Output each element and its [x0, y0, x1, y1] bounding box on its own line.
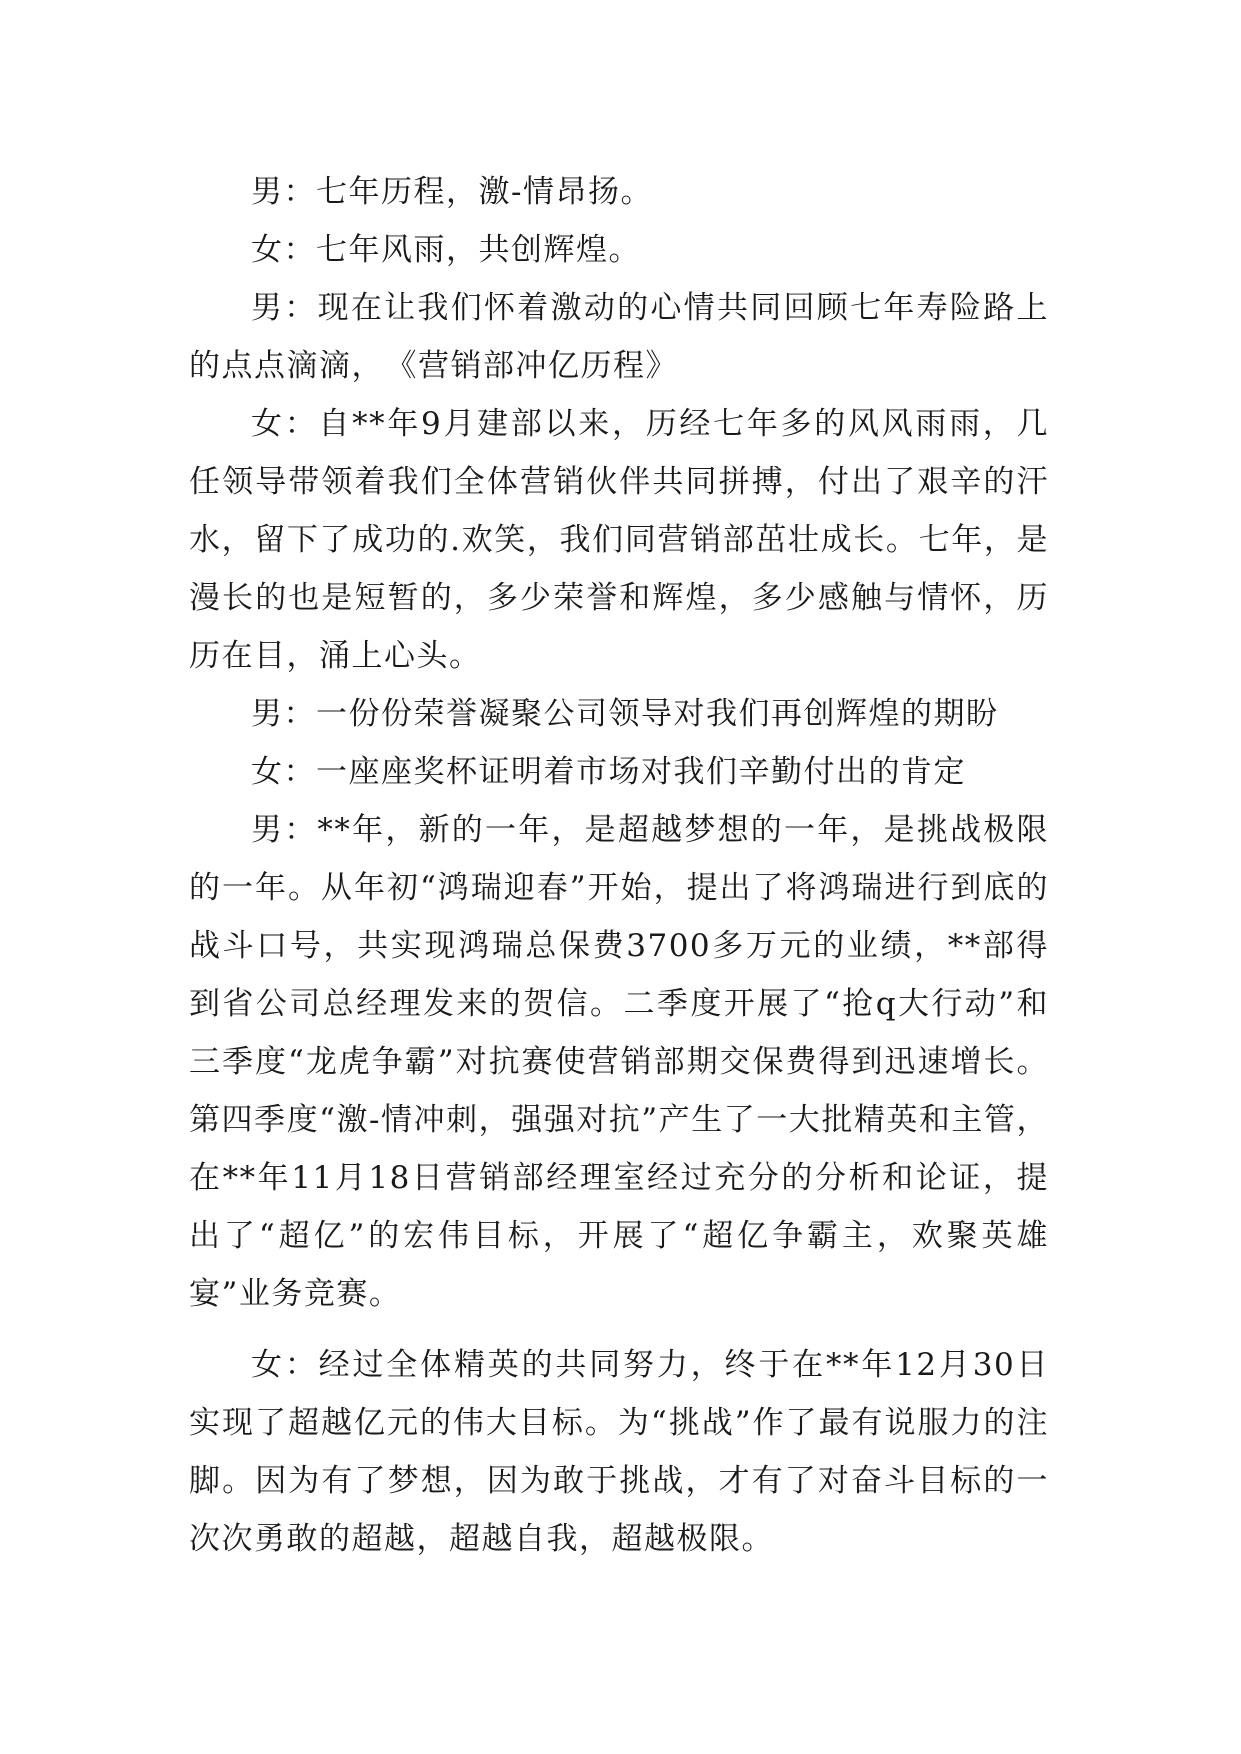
paragraph-female-1: 女：七年风雨，共创辉煌。 [251, 232, 641, 268]
paragraph-female-2: 女：自**年9月建部以来，历经七年多的风风雨雨，几任领导带领着我们全体营销伙伴共同拼搏，付出了艰辛的汗水，留下了成功的.欢笑，我们同营销部茁壮成长。七年，是漫长的也是短暂的，多少荣誉和辉煌，多少感触与情怀，历历在目，涌上心头。 [189, 406, 1049, 674]
paragraph-female-3: 女：一座座奖杯证明着市场对我们辛勤付出的肯定 [251, 754, 966, 790]
paragraph-female-4: 女：经过全体精英的共同努力，终于在**年12月30日实现了超越亿元的伟大目标。为“挑战”作了最有说服力的注脚。因为有了梦想，因为敢于挑战，才有了对奋斗目标的一次次勇敢的超越，超越自我，超越极限。 [189, 1347, 1049, 1557]
paragraph-male-2: 男：现在让我们怀着激动的心情共同回顾七年寿险路上的点点滴滴， 《营销部冲亿历程》 [189, 290, 1049, 384]
document-body [189, 163, 1049, 1568]
paragraph-male-3: 男：一份份荣誉凝聚公司领导对我们再创辉煌的期盼 [251, 696, 999, 732]
paragraph-male-4: 男：**年，新的一年，是超越梦想的一年，是挑战极限的一年。从年初“鸿瑞迎春”开始，提出了将鸿瑞进行到底的战斗口号，共实现鸿瑞总保费3700多万元的业绩，**部得到省公司总经理发来的贺信。二季度开展了“抢q大行动”和三季度“龙虎争霸”对抗赛使营销部期交保费得到迅速增长。第四季度“激-情冲刺，强强对抗”产生了一大批精英和主管，在**年11月18日营销部经理室经过充分的分析和论证，提出了“超亿”的宏伟目标，开展了“超亿争霸主，欢聚英雄宴”业务竞赛。 [189, 812, 1049, 1312]
paragraph-male-1: 男：七年历程，激-情昂扬。 [251, 174, 653, 210]
